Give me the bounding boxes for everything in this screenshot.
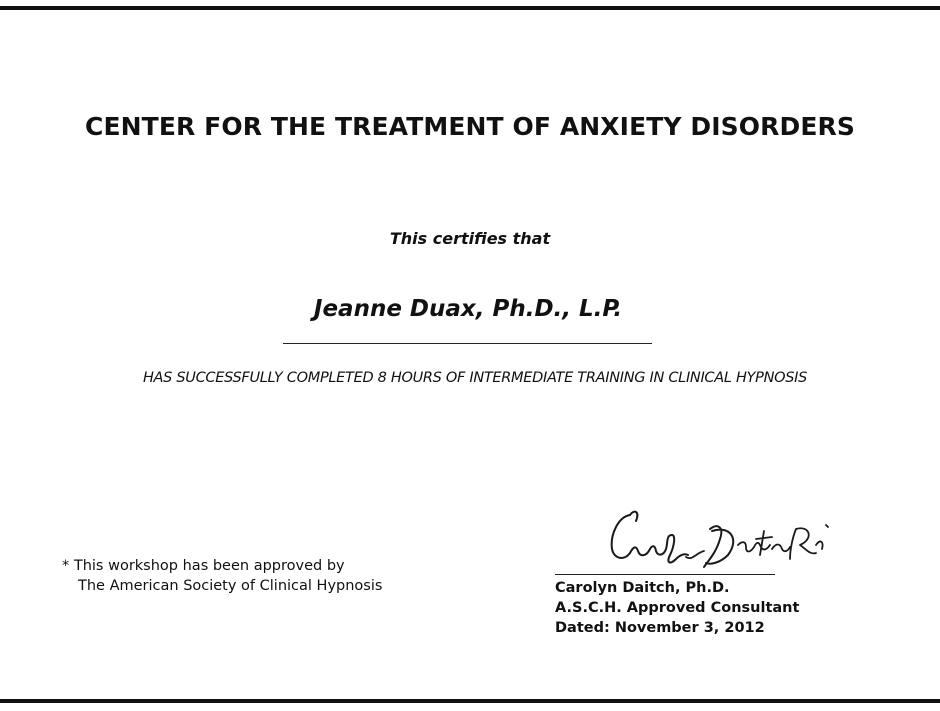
signatory-name: Carolyn Daitch, Ph.D. bbox=[555, 580, 730, 596]
signatory-title: A.S.C.H. Approved Consultant bbox=[555, 600, 800, 616]
top-border-rule bbox=[0, 6, 940, 10]
signature-line bbox=[555, 574, 775, 575]
approval-note bbox=[62, 556, 382, 596]
organization-title: CENTER FOR THE TREATMENT OF ANXIETY DISORDERS bbox=[85, 112, 855, 141]
approval-note-line-1: * This workshop has been approved by bbox=[62, 558, 345, 574]
approval-note-line-2: The American Society of Clinical Hypnosis bbox=[78, 578, 383, 594]
recipient-name: Jeanne Duax, Ph.D., L.P. bbox=[313, 296, 623, 322]
certifies-text: This certifies that bbox=[389, 229, 551, 248]
signatory-block bbox=[555, 578, 799, 638]
handwritten-signature bbox=[600, 505, 840, 577]
certificate-date: Dated: November 3, 2012 bbox=[555, 620, 765, 636]
recipient-underline bbox=[283, 343, 652, 344]
bottom-border-rule bbox=[0, 699, 940, 703]
completion-statement: HAS SUCCESSFULLY COMPLETED 8 HOURS OF INTERMEDIATE TRAINING IN CLINICAL HYPNOSIS bbox=[142, 370, 808, 386]
